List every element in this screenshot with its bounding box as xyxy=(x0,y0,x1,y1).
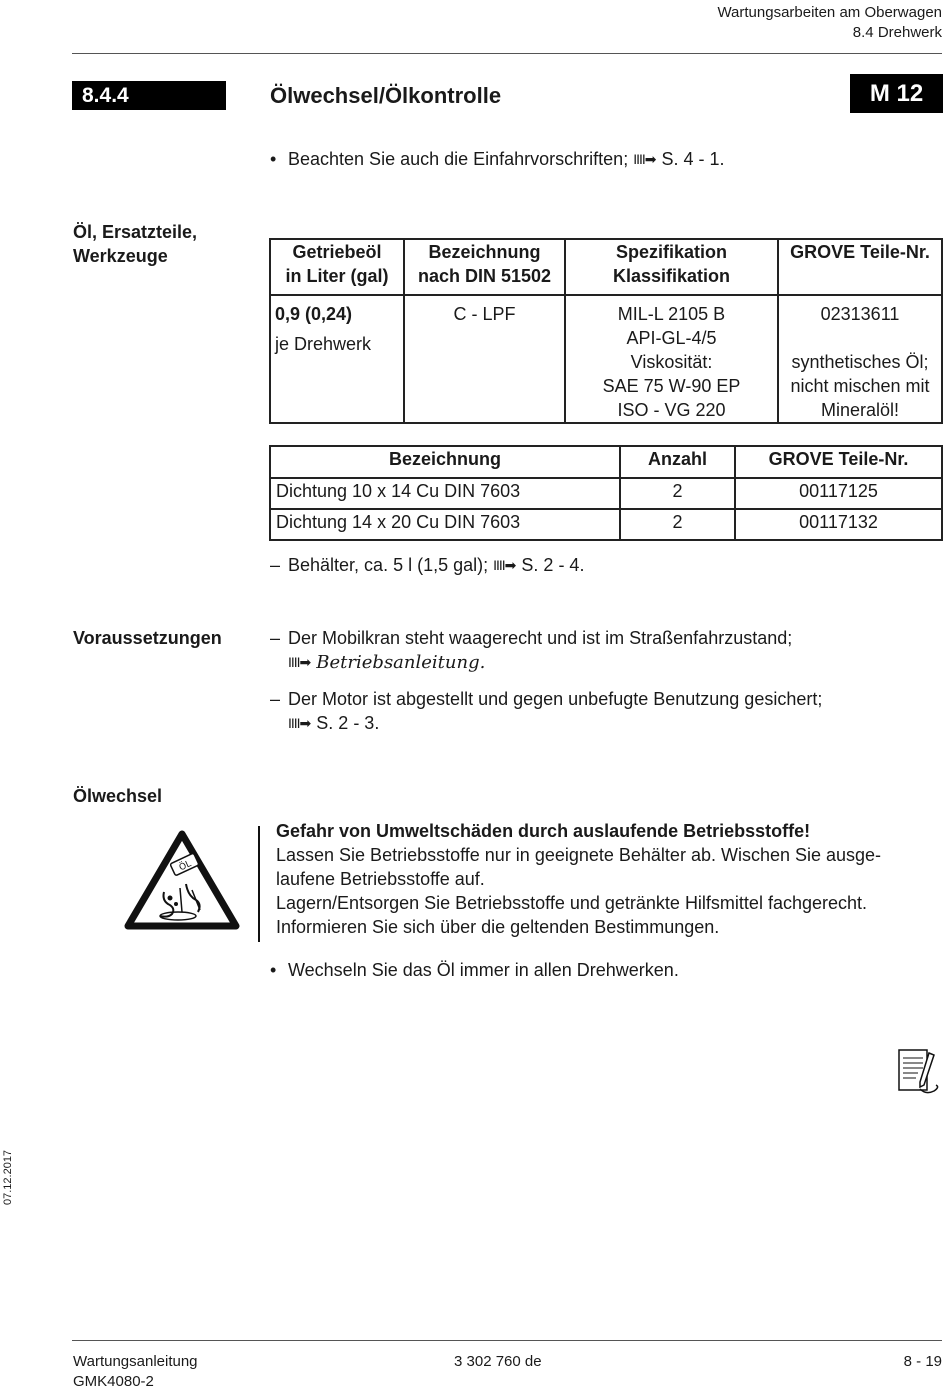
environment-warning-icon xyxy=(124,830,240,930)
parts-table xyxy=(269,445,943,541)
parts-label xyxy=(73,220,197,268)
parts-label-line-1: Öl, Ersatzteile, xyxy=(73,222,198,242)
reference-arrow-icon: IIII➡ xyxy=(493,557,516,573)
oil-spec-line: Viskosität: xyxy=(630,352,713,372)
warning-title: Gefahr von Umweltschäden durch auslaufende Betriebsstoffe! xyxy=(276,821,811,841)
section-number: 8.4.4 xyxy=(72,81,226,110)
parts-header-designation: Bezeichnung xyxy=(270,446,620,478)
oil-spec-line: API-GL-4/5 xyxy=(626,328,717,348)
reference-arrow-icon: IIII➡ xyxy=(633,151,656,167)
precondition-dash: – xyxy=(270,689,281,709)
container-dash: – xyxy=(270,555,281,575)
parts-cell-part-no: 00117125 xyxy=(735,478,942,509)
oil-change-label: Ölwechsel xyxy=(73,786,163,806)
warning-icon-label: ÖL xyxy=(177,859,193,874)
parts-cell-designation: Dichtung 10 x 14 Cu DIN 7603 xyxy=(270,478,620,509)
oil-part-note: nicht mischen mit xyxy=(790,376,930,396)
parts-header-quantity: Anzahl xyxy=(620,446,735,478)
header-text: Spezifikation xyxy=(615,242,727,262)
container-text: Behälter, ca. 5 l (1,5 gal); xyxy=(288,555,489,575)
document-pencil-icon xyxy=(896,1047,942,1097)
intro-bullet: • xyxy=(270,149,277,169)
precondition-reference[interactable]: Betriebsanleitung. xyxy=(316,652,486,673)
parts-cell-designation: Dichtung 14 x 20 Cu DIN 7603 xyxy=(270,509,620,540)
precondition-text: Der Motor ist abgestellt und gegen unbefugte Benutzung gesichert; xyxy=(288,689,823,709)
header xyxy=(717,3,942,43)
oil-table-header-spec xyxy=(565,239,778,295)
oil-table-header-row xyxy=(270,239,942,295)
warning-line: Lassen Sie Betriebsstoffe nur in geeignete Behälter ab. Wischen Sie ausge- xyxy=(276,845,882,865)
parts-header-part-no: GROVE Teile-Nr. xyxy=(735,446,942,478)
warning-line: Informieren Sie sich über die geltenden Bestimmungen. xyxy=(276,917,720,937)
oil-spec-cell xyxy=(565,295,778,423)
header-text: Bezeichnung xyxy=(428,242,541,262)
table-row xyxy=(270,509,942,540)
header-text: Klassifikation xyxy=(612,266,731,286)
reference-arrow-icon: IIII➡ xyxy=(288,654,311,670)
table-row xyxy=(270,478,942,509)
container-reference[interactable]: S. 2 - 4. xyxy=(521,555,585,575)
parts-cell-quantity: 2 xyxy=(620,478,735,509)
intro-text-body: Beachten Sie auch die Einfahrvorschriften; xyxy=(288,149,629,169)
warning-line: laufene Betriebsstoffe auf. xyxy=(276,869,485,889)
preconditions-label: Voraussetzungen xyxy=(73,628,222,648)
header-line-1: Wartungsarbeiten am Oberwagen xyxy=(717,4,942,21)
footer-page-number: 8 - 19 xyxy=(903,1353,942,1370)
precondition-reference[interactable]: S. 2 - 3. xyxy=(316,713,380,733)
oil-designation: C - LPF xyxy=(453,304,516,324)
oil-spec-line: ISO - VG 220 xyxy=(617,400,726,420)
oil-table-header-part-no xyxy=(778,239,942,295)
oil-amount-note: je Drehwerk xyxy=(275,334,372,354)
oil-spec-line: MIL-L 2105 B xyxy=(617,304,726,324)
footer-rule xyxy=(72,1340,942,1341)
oil-part-note: Mineralöl! xyxy=(820,400,900,420)
warning-block xyxy=(276,819,881,939)
side-date: 07.12.2017 xyxy=(2,1149,14,1205)
footer-doc-number: 3 302 760 de xyxy=(454,1353,542,1370)
precondition-item-2 xyxy=(288,687,822,735)
oil-table-header-amount xyxy=(270,239,404,295)
oil-part-note: synthetisches Öl; xyxy=(791,352,929,372)
container-line xyxy=(288,553,584,577)
oil-part-cell xyxy=(778,295,942,423)
parts-cell-part-no: 00117132 xyxy=(735,509,942,540)
section-code-badge: M 12 xyxy=(850,74,943,113)
intro-reference[interactable]: S. 4 - 1. xyxy=(661,149,725,169)
section-title: Ölwechsel/Ölkontrolle xyxy=(270,83,502,108)
precondition-item-1 xyxy=(288,626,792,675)
oil-change-text: Wechseln Sie das Öl immer in allen Drehwerken. xyxy=(288,960,679,980)
header-line-2: 8.4 Drehwerk xyxy=(852,24,942,41)
parts-label-line-2: Werkzeuge xyxy=(73,246,168,266)
parts-cell-quantity: 2 xyxy=(620,509,735,540)
oil-part-no: 02313611 xyxy=(820,304,900,324)
header-text: in Liter (gal) xyxy=(285,266,389,286)
oil-spec-line: SAE 75 W-90 EP xyxy=(602,376,741,396)
precondition-text: Der Mobilkran steht waagerecht und ist im Straßenfahrzustand; xyxy=(288,628,793,648)
warning-line: Lagern/Entsorgen Sie Betriebsstoffe und getränkte Hilfsmittel fachgerecht. xyxy=(276,893,868,913)
warning-bar xyxy=(258,826,260,942)
oil-designation-cell xyxy=(404,295,565,423)
oil-table-row xyxy=(270,295,942,423)
precondition-dash: – xyxy=(270,628,281,648)
footer-left xyxy=(73,1352,198,1392)
oil-amount-cell xyxy=(270,295,404,423)
oil-table-header-designation xyxy=(404,239,565,295)
footer-model: GMK4080-2 xyxy=(73,1373,154,1390)
header-text: GROVE Teile-Nr. xyxy=(790,242,930,262)
oil-table xyxy=(269,238,943,424)
header-text: nach DIN 51502 xyxy=(417,266,552,286)
intro-text xyxy=(288,147,725,171)
header-text: Getriebeöl xyxy=(292,242,382,262)
reference-arrow-icon: IIII➡ xyxy=(288,715,311,731)
footer-manual-title: Wartungsanleitung xyxy=(73,1353,198,1370)
parts-table-header-row xyxy=(270,446,942,478)
header-rule xyxy=(72,53,942,54)
oil-amount: 0,9 (0,24) xyxy=(275,304,353,324)
oil-change-bullet: • xyxy=(270,960,277,980)
